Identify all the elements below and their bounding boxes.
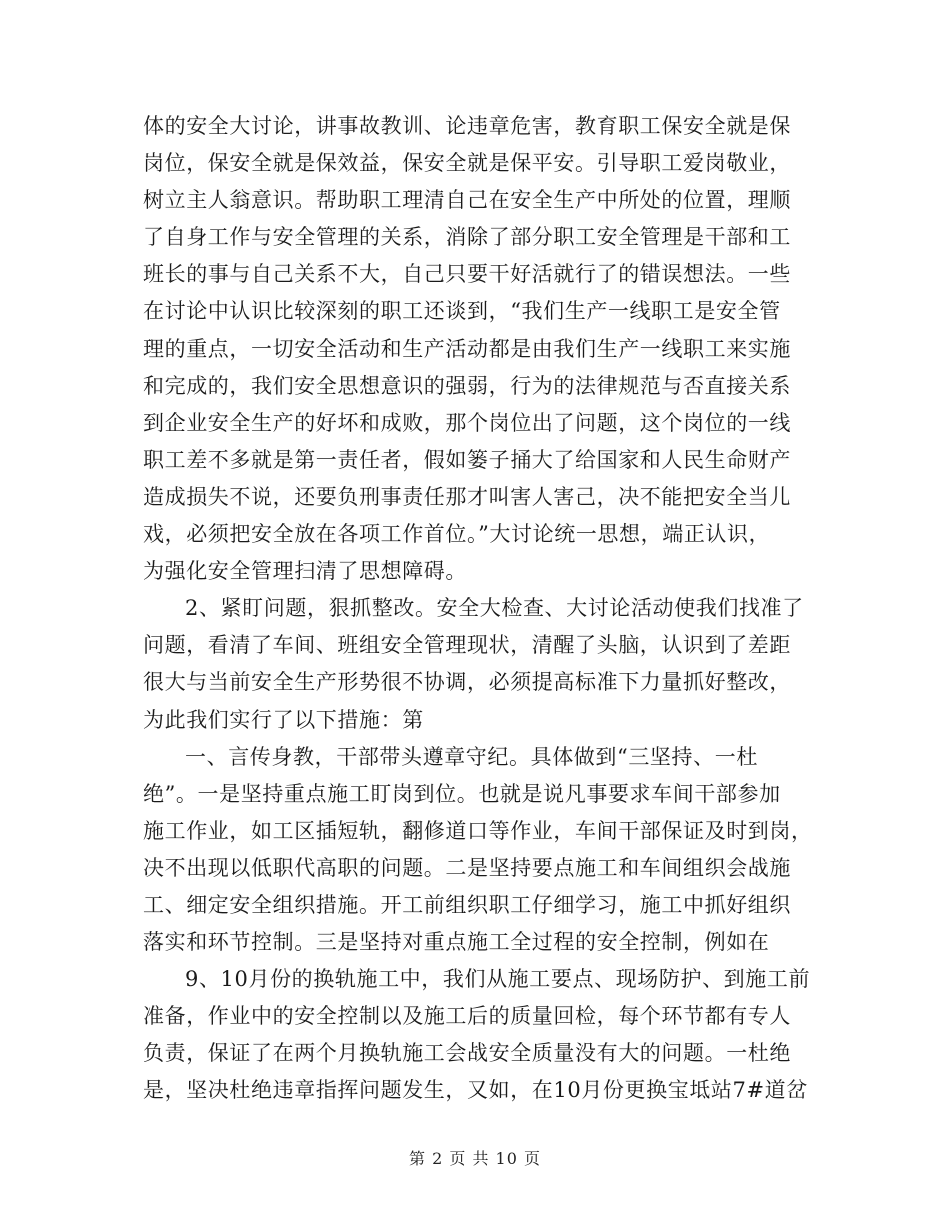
text-line: 负责，保证了在两个月换轨施工会战安全质量没有大的问题。一杜绝 — [143, 1041, 791, 1066]
text-line: 问题，看清了车间、班组安全管理现状，清醒了头脑，认识到了差距 — [143, 633, 791, 658]
text-line: 造成损失不说，还要负刑事责任那才叫害人害己，决不能把安全当儿 — [143, 484, 791, 509]
text-line: 一、言传身教，干部带头遵章守纪。具体做到“三坚持、一杜 — [185, 744, 758, 769]
text-line: 9、10月份的换轨施工中，我们从施工要点、现场防护、到施工前 — [185, 967, 811, 992]
text-line: 职工差不多就是第一责任者，假如篓子捅大了给国家和人民生命财产 — [143, 447, 791, 472]
text-line: 到企业安全生产的好坏和成败，那个岗位出了问题，这个岗位的一线 — [143, 410, 791, 435]
text-line: 和完成的，我们安全思想意识的强弱，行为的法律规范与否直接关系 — [143, 373, 791, 398]
text-line: 理的重点，一切安全活动和生产活动都是由我们生产一线职工来实施 — [143, 336, 791, 361]
text-line: 准备，作业中的安全控制以及施工后的质量回检，每个环节都有专人 — [143, 1004, 791, 1029]
text-line: 戏，必须把安全放在各项工作首位。”大讨论统一思想，端正认识， — [143, 522, 771, 547]
text-line: 施工作业，如工区插短轨，翻修道口等作业，车间干部保证及时到岗， — [143, 818, 813, 843]
text-line: 是，坚决杜绝违章指挥问题发生，又如，在10月份更换宝坻站7#道岔 — [143, 1078, 808, 1103]
text-line: 为此我们实行了以下措施：第 — [143, 707, 424, 732]
text-line: 树立主人翁意识。帮助职工理清自己在安全生产中所处的位置，理顺 — [143, 188, 791, 213]
text-line: 工、细定安全组织措施。开工前组织职工仔细学习，施工中抓好组织 — [143, 892, 791, 917]
text-line: 2、紧盯问题，狠抓整改。安全大检查、大讨论活动使我们找准了 — [185, 596, 804, 621]
text-line: 为强化安全管理扫清了思想障碍。 — [143, 559, 467, 584]
text-line: 班长的事与自己关系不大，自己只要干好活就行了的错误想法。一些 — [143, 262, 791, 287]
text-line: 绝”。一是坚持重点施工盯岗到位。也就是说凡事要求车间干部参加 — [143, 781, 781, 806]
text-line: 落实和环节控制。三是坚持对重点施工全过程的安全控制，例如在 — [143, 930, 770, 955]
text-line: 体的安全大讨论，讲事故教训、论违章危害，教育职工保安全就是保 — [143, 114, 791, 138]
text-line: 了自身工作与安全管理的关系，消除了部分职工安全管理是干部和工 — [143, 225, 791, 250]
text-line: 决不出现以低职代高职的问题。二是坚持要点施工和车间组织会战施 — [143, 855, 791, 880]
text-line: 在讨论中认识比较深刻的职工还谈到，“我们生产一线职工是安全管 — [143, 299, 781, 324]
text-line: 很大与当前安全生产形势很不协调，必须提高标准下力量抓好整改， — [143, 670, 791, 695]
page-footer: 第 2 页 共 10 页 — [409, 1149, 541, 1168]
text-line: 岗位，保安全就是保效益，保安全就是保平安。引导职工爱岗敬业， — [143, 151, 791, 176]
document-body — [143, 108, 813, 1110]
